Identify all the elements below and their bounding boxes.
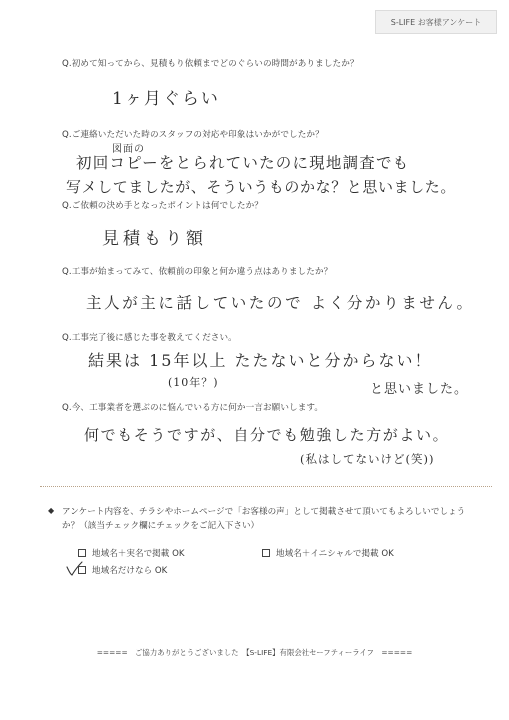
question-1: Q.初めて知ってから、見積もり依頼までどのぐらいの時間がありましたか？	[62, 59, 359, 69]
answer-6-line-2: (私はしてないけど(笑))	[300, 452, 435, 466]
survey-header-tab	[375, 10, 497, 34]
section-divider	[40, 486, 492, 487]
question-3: Q.ご依頼の決め手となったポイントは何でしたか？	[62, 201, 263, 211]
consent-option-initials[interactable]	[262, 547, 394, 559]
answer-3-line-1: 見積もり額	[102, 229, 207, 249]
answer-5-line-2: と思いました。	[370, 382, 469, 397]
consent-question: アンケート内容を、チラシやホームページで「お客様の声」として掲載させて頂いてもよろしいでしょうか？（該当チェック欄にチェックをご記入下さい）	[62, 507, 466, 531]
consent-option-label: 地域名＋イニシャルで掲載 OK	[276, 549, 394, 559]
answer-4-line-1: 主人が主に話していたので よく分かりません。	[86, 294, 475, 312]
question-2: Q.ご連絡いただいた時のスタッフの対応や印象はいかがでしたか？	[62, 130, 324, 140]
survey-title: S-LIFE お客様アンケート	[390, 17, 482, 27]
answer-1-line-1: 1ヶ月ぐらい	[112, 89, 220, 109]
consent-option-area-only[interactable]	[78, 564, 167, 576]
consent-option-real-name[interactable]	[78, 547, 184, 559]
checkbox[interactable]	[78, 549, 86, 557]
checkbox[interactable]	[262, 549, 270, 557]
diamond-bullet-icon: ◆	[48, 506, 55, 515]
consent-option-label: 地域名＋実名で掲載 OK	[92, 549, 185, 559]
answer-2-line-2: 写メしてましたが、そういうものかな？と思いました。	[66, 178, 457, 196]
footer-thanks: ===== ご協力ありがとうございました 【S-LIFE】有限会社セーフティーライフ =====	[96, 648, 413, 657]
answer-6-line-1: 何でもそうですが、自分でも勉強した方がよい。	[84, 426, 450, 444]
answer-5-line-1: 結果は 15年以上 たたないと分からない！	[88, 351, 433, 370]
question-6: Q.今、工事業者を選ぶのに悩んでいる方に何か一言お願いします。	[62, 403, 324, 413]
answer-2-line-1: 初回コピーをとられていたのに現地調査でも	[76, 154, 410, 172]
answer-5-note: (10年？)	[168, 376, 219, 389]
answer-2-insert: 図面の	[112, 144, 145, 155]
handwritten-check-mark-icon	[65, 561, 83, 577]
question-4: Q.工事が始まってみて、依頼前の印象と何か違う点はありましたか？	[62, 267, 333, 277]
consent-option-label: 地域名だけなら OK	[92, 566, 168, 576]
question-5: Q.工事完了後に感じた事を教えてください。	[62, 333, 237, 343]
